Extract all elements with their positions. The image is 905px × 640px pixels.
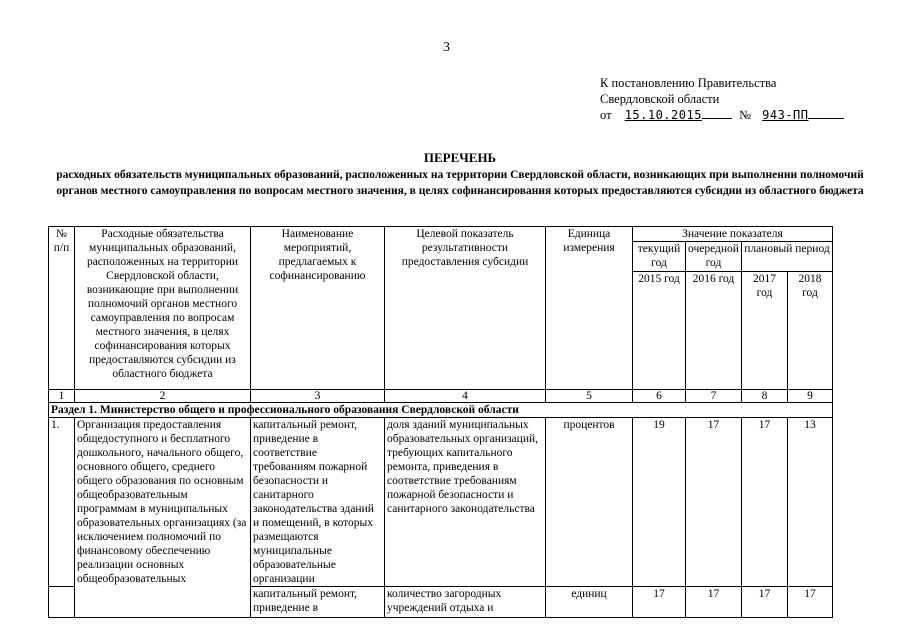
number-underline bbox=[808, 107, 844, 119]
page-number: 3 bbox=[443, 40, 450, 55]
row-num-empty bbox=[49, 587, 75, 618]
header-2018: 2018 год bbox=[787, 272, 832, 390]
row-measure: капитальный ремонт, приведение в соответствие требованиям пожарной безопасности и санитарного законодательства зданий и помещений, в которых размещаются муниципальные образовательные организации bbox=[251, 418, 385, 587]
obligations-table bbox=[48, 226, 833, 618]
col-number: 4 bbox=[385, 390, 546, 403]
col-number: 6 bbox=[633, 390, 686, 403]
approval-block bbox=[600, 75, 844, 123]
row-indicator: доля зданий муниципальных образовательных организаций, требующих капитального ремонта, приведения в соответствие требованиям пожарной безопасности и санитарного законодательства bbox=[385, 418, 546, 587]
approval-number: 943-ПП bbox=[762, 108, 809, 122]
header-value: Значение показателя bbox=[633, 227, 833, 242]
approval-date-line bbox=[600, 107, 844, 123]
row-unit: процентов bbox=[546, 418, 633, 587]
row-indicator: количество загородных учреждений отдыха и bbox=[385, 587, 546, 618]
row-value-2017: 17 bbox=[741, 418, 787, 587]
row-value-2016: 17 bbox=[686, 418, 742, 587]
title-block bbox=[40, 150, 880, 199]
row-num: 1. bbox=[49, 418, 75, 587]
row-obligation: Организация предоставления общедоступного и бесплатного дошкольного, начального общего, основного общего, среднего общего образования по основным общеобразовательным программам в муниципальных образовательных организациях (за исключением полномочий по финансовому обеспечению реализации основных общеобразовательных bbox=[75, 418, 251, 618]
header-current-year: текущий год bbox=[633, 242, 686, 272]
date-prefix: от bbox=[600, 108, 612, 122]
row-value-2016: 17 bbox=[686, 587, 742, 618]
col-number: 9 bbox=[787, 390, 832, 403]
document-title: ПЕРЕЧЕНЬ bbox=[423, 150, 497, 165]
header-2015: 2015 год bbox=[633, 272, 686, 390]
header-indicator: Целевой показатель результативности предоставления субсидии bbox=[385, 227, 546, 390]
approval-line-2: Свердловской области bbox=[600, 92, 720, 106]
row-value-2015: 17 bbox=[633, 587, 686, 618]
header-num: № п/п bbox=[49, 227, 75, 390]
col-number: 2 bbox=[75, 390, 251, 403]
header-obligations: Расходные обязательства муниципальных образований, расположенных на территории Свердловской области, возникающие при выполнении полномочий органов местного самоуправления по вопросам местного значения, в целях софинансирования которых предоставляются субсидии из областного бюджета bbox=[75, 227, 251, 390]
col-number: 7 bbox=[686, 390, 742, 403]
column-number-row bbox=[49, 390, 833, 403]
col-number: 3 bbox=[251, 390, 385, 403]
section-title: Раздел 1. Министерство общего и профессионального образования Свердловской области bbox=[49, 403, 833, 418]
header-2017: 2017 год bbox=[741, 272, 787, 390]
approval-date: 15.10.2015 bbox=[624, 108, 702, 122]
row-value-2018: 13 bbox=[787, 418, 832, 587]
col-number: 5 bbox=[546, 390, 633, 403]
header-planned-period: плановый период bbox=[741, 242, 832, 272]
col-number: 8 bbox=[741, 390, 787, 403]
date-underline bbox=[702, 107, 732, 119]
document-subtitle: расходных обязательств муниципальных образований, расположенных на территории Свердловской области, возникающих при выполнении полномочий органов местного самоуправления по вопросам местного значения, в целях софинансирования которых предоставляются субсидии из областного бюджета bbox=[56, 169, 864, 197]
approval-line-1: К постановлению Правительства bbox=[600, 76, 777, 90]
row-unit: единиц bbox=[546, 587, 633, 618]
header-unit: Единица измерения bbox=[546, 227, 633, 390]
section-row bbox=[49, 403, 833, 418]
header-measures: Наименование мероприятий, предлагаемых к софинансированию bbox=[251, 227, 385, 390]
number-prefix: № bbox=[739, 108, 751, 122]
row-value-2018: 17 bbox=[787, 587, 832, 618]
row-value-2015: 19 bbox=[633, 418, 686, 587]
table-row bbox=[49, 418, 833, 587]
row-measure: капитальный ремонт, приведение в bbox=[251, 587, 385, 618]
row-value-2017: 17 bbox=[741, 587, 787, 618]
header-row-1 bbox=[49, 227, 833, 242]
col-number: 1 bbox=[49, 390, 75, 403]
header-2016: 2016 год bbox=[686, 272, 742, 390]
header-next-year: очередной год bbox=[686, 242, 742, 272]
